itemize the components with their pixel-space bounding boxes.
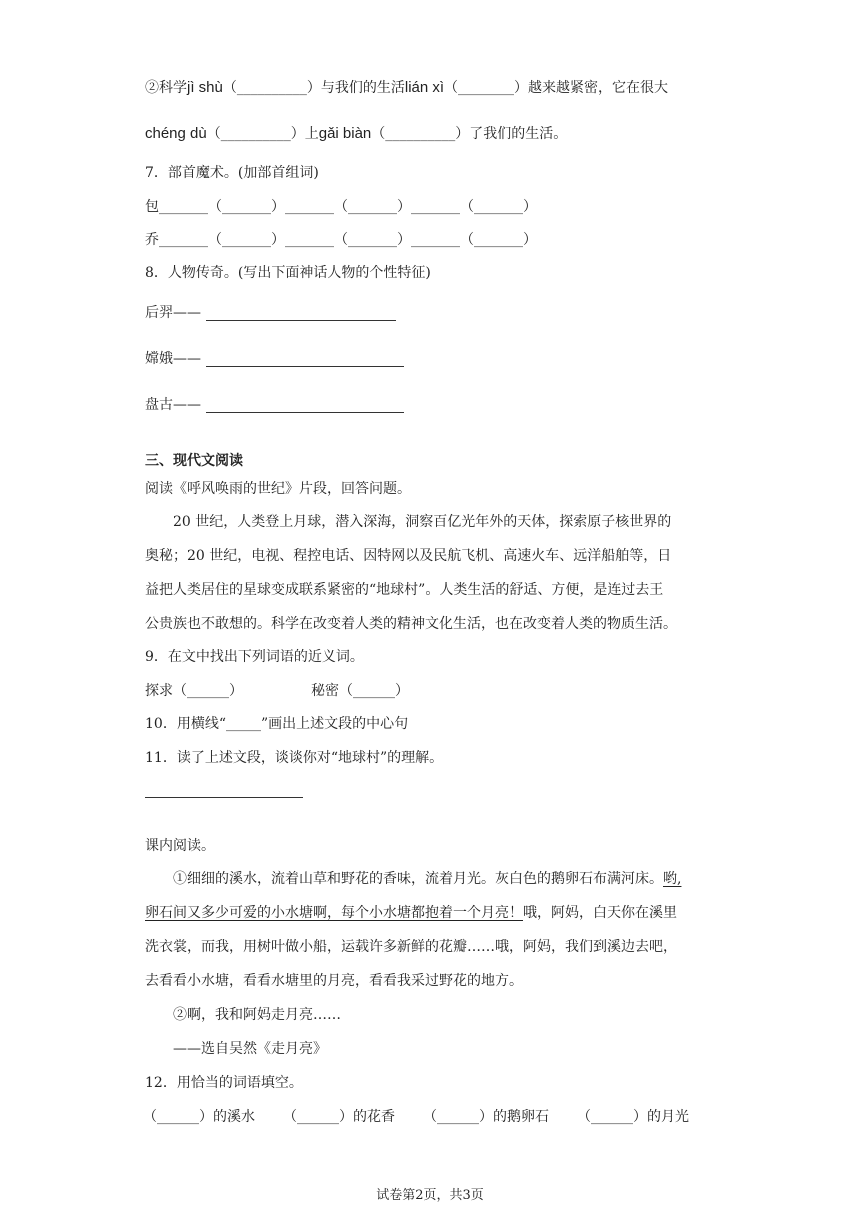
q9-items <box>145 681 409 701</box>
blank-lianxi[interactable]: （________） <box>444 80 529 96</box>
q6b-text3: 越来越紧密，它在很大 <box>528 80 669 96</box>
q9-item-tanqiu[interactable]: 探求（______） <box>145 683 243 699</box>
reading2-p1-line2-text: 哦，阿妈，白天你在溪里 <box>523 905 677 921</box>
q8-answer-line-change[interactable] <box>206 366 404 367</box>
q12-item-eluanshi[interactable]: （______）的鹅卵石 <box>423 1109 549 1125</box>
q8-item-houyi: 后羿—— <box>145 305 201 321</box>
pinyin-gaibian: gǎi biàn <box>318 125 372 142</box>
pinyin-chengdu: chéng dù <box>145 125 207 142</box>
q6b-text5: 了我们的生活。 <box>469 126 568 142</box>
pinyin-jishu: jì shù <box>187 79 223 96</box>
q9-title: 9．在文中找出下列词语的近义词。 <box>145 649 364 665</box>
q8-answer-line-pangu[interactable] <box>206 412 404 413</box>
q8-item-pangu: 盘古—— <box>145 397 201 413</box>
q11-answer-line[interactable] <box>145 797 303 798</box>
q12-item-huaxiang[interactable]: （______）的花香 <box>283 1109 395 1125</box>
underlined-central-sentence: 卵石间又多少可爱的小水塘啊，每个小水塘都抱着一个月亮！ <box>145 905 523 921</box>
q11: 11．读了上述文段，谈谈你对“地球村”的理解。 <box>145 750 444 766</box>
page-footer: 试卷第2页，共3页 <box>376 1188 484 1203</box>
q7-row1[interactable]: 包_______（_______）_______（_______）_______（_______） <box>145 199 537 215</box>
q12-item-xishui[interactable]: （______）的溪水 <box>143 1109 255 1125</box>
pinyin-lianxi: lián xì <box>404 79 445 96</box>
passage-line-2: 奥秘；20 世纪，电视、程控电话、因特网以及民航飞机、高速火车、远洋船舶等，日 <box>145 548 672 564</box>
section3-heading: 三、现代文阅读 <box>145 453 243 469</box>
passage-line-3: 益把人类居住的星球变成联系紧密的“地球村”。人类生活的舒适、方便，是连过去王 <box>145 582 664 598</box>
blank-jishu[interactable]: （__________） <box>222 80 321 96</box>
reading2-p1-line1-text: ①细细的溪水，流着山草和野花的香味，流着月光。灰白色的鹅卵石布满河床。 <box>173 871 663 887</box>
q6b-line2 <box>145 124 567 144</box>
q6b-text4: 上 <box>304 126 319 142</box>
reading2-source: ——选自吴然《走月亮》 <box>173 1041 327 1057</box>
q9-item-mimi[interactable]: 秘密（______） <box>311 683 409 699</box>
q6b-text1: ②科学 <box>145 80 187 96</box>
q12-item-yueguang[interactable]: （______）的月光 <box>577 1109 689 1125</box>
q7-title: 7．部首魔术。(加部首组词) <box>145 165 319 181</box>
reading2-p1-line4: 去看看小水塘，看看水塘里的月亮，看看我采过野花的地方。 <box>145 973 523 989</box>
reading2-p2: ②啊，我和阿妈走月亮…… <box>173 1007 341 1023</box>
q12-title: 12．用恰当的词语填空。 <box>145 1075 303 1091</box>
q10: 10．用横线“_____”画出上述文段的中心句 <box>145 716 409 732</box>
q12-items <box>143 1107 689 1127</box>
reading2-p1-line1 <box>173 869 681 889</box>
reading2-intro: 课内阅读。 <box>145 838 215 854</box>
q8-item-change: 嫦娥—— <box>145 351 201 367</box>
passage-line-1: 20 世纪，人类登上月球，潜入深海，洞察百亿光年外的天体，探索原子核世界的 <box>173 514 672 530</box>
q8-answer-line-houyi[interactable] <box>206 320 396 321</box>
passage-line-4: 公贵族也不敢想的。科学在改变着人类的精神文化生活，也在改变着人类的物质生活。 <box>145 616 677 632</box>
section3-intro: 阅读《呼风唤雨的世纪》片段，回答问题。 <box>145 481 411 497</box>
blank-chengdu[interactable]: （__________） <box>206 126 305 142</box>
blank-gaibian[interactable]: （__________） <box>371 126 470 142</box>
reading2-p1-line2 <box>145 903 677 923</box>
reading2-p1-line3: 洗衣裳，而我，用树叶做小船，运载许多新鲜的花瓣……哦，阿妈，我们到溪边去吧， <box>145 939 677 955</box>
q6b-text2: 与我们的生活 <box>320 80 405 96</box>
q7-row2[interactable]: 乔_______（_______）_______（_______）_______（_______） <box>145 232 537 248</box>
q6b-line1 <box>145 78 668 98</box>
q8-title: 8．人物传奇。(写出下面神话人物的个性特征) <box>145 265 431 281</box>
underlined-central-start: 哟, <box>663 871 682 887</box>
